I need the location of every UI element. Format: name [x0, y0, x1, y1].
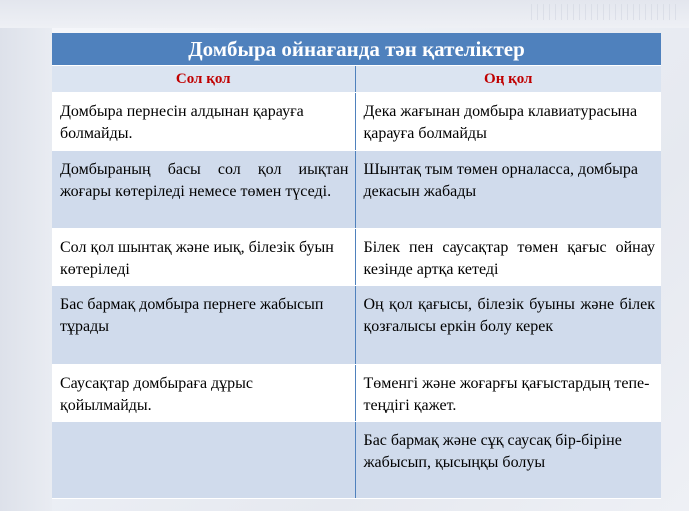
cell-left-hand: Саусақтар домбыраға дұрыс қойылмайды.	[52, 365, 355, 422]
slide-background-left-band	[0, 0, 52, 511]
table-row	[52, 93, 661, 151]
table-header-row	[52, 66, 661, 93]
column-header-left-hand: Сол қол	[52, 66, 355, 93]
cell-right-hand: Оң қол қағысы, білезік буыны және білек қозғалысы еркін болу керек	[355, 286, 661, 365]
table-row	[52, 365, 661, 422]
cell-right-hand: Шынтақ тым төмен орналасса, домбыра декасын жабады	[355, 151, 661, 229]
table-row	[52, 286, 661, 365]
column-header-right-hand: Оң қол	[355, 66, 661, 93]
slide-background-stripes	[531, 4, 681, 20]
table-row	[52, 151, 661, 229]
cell-left-hand	[52, 422, 355, 499]
table-row	[52, 422, 661, 499]
cell-left-hand: Сол қол шынтақ және иық, білезік буын көтеріледі	[52, 229, 355, 286]
cell-left-hand: Бас бармақ домбыра пернеге жабысып тұрады	[52, 286, 355, 365]
table-title: Домбыра ойнағанда тән қателіктер	[52, 33, 661, 66]
cell-left-hand: Домбыраның басы сол қол иықтан жоғары көтеріледі немесе төмен түседі.	[52, 151, 355, 229]
cell-right-hand: Білек пен саусақтар төмен қағыс ойнау кезінде артқа кетеді	[355, 229, 661, 286]
table-row	[52, 229, 661, 286]
cell-right-hand: Бас бармақ және сұқ саусақ бір-біріне жабысып, қысыңқы болуы	[355, 422, 661, 499]
errors-table-container	[52, 33, 661, 499]
cell-left-hand: Домбыра пернесін алдынан қарауға болмайды.	[52, 93, 355, 151]
cell-right-hand: Дека жағынан домбыра клавиатурасына қарауға болмайды	[355, 93, 661, 151]
errors-table	[52, 33, 661, 499]
cell-right-hand: Төменгі және жоғарғы қағыстардың тепе-теңдігі қажет.	[355, 365, 661, 422]
table-title-row	[52, 33, 661, 66]
